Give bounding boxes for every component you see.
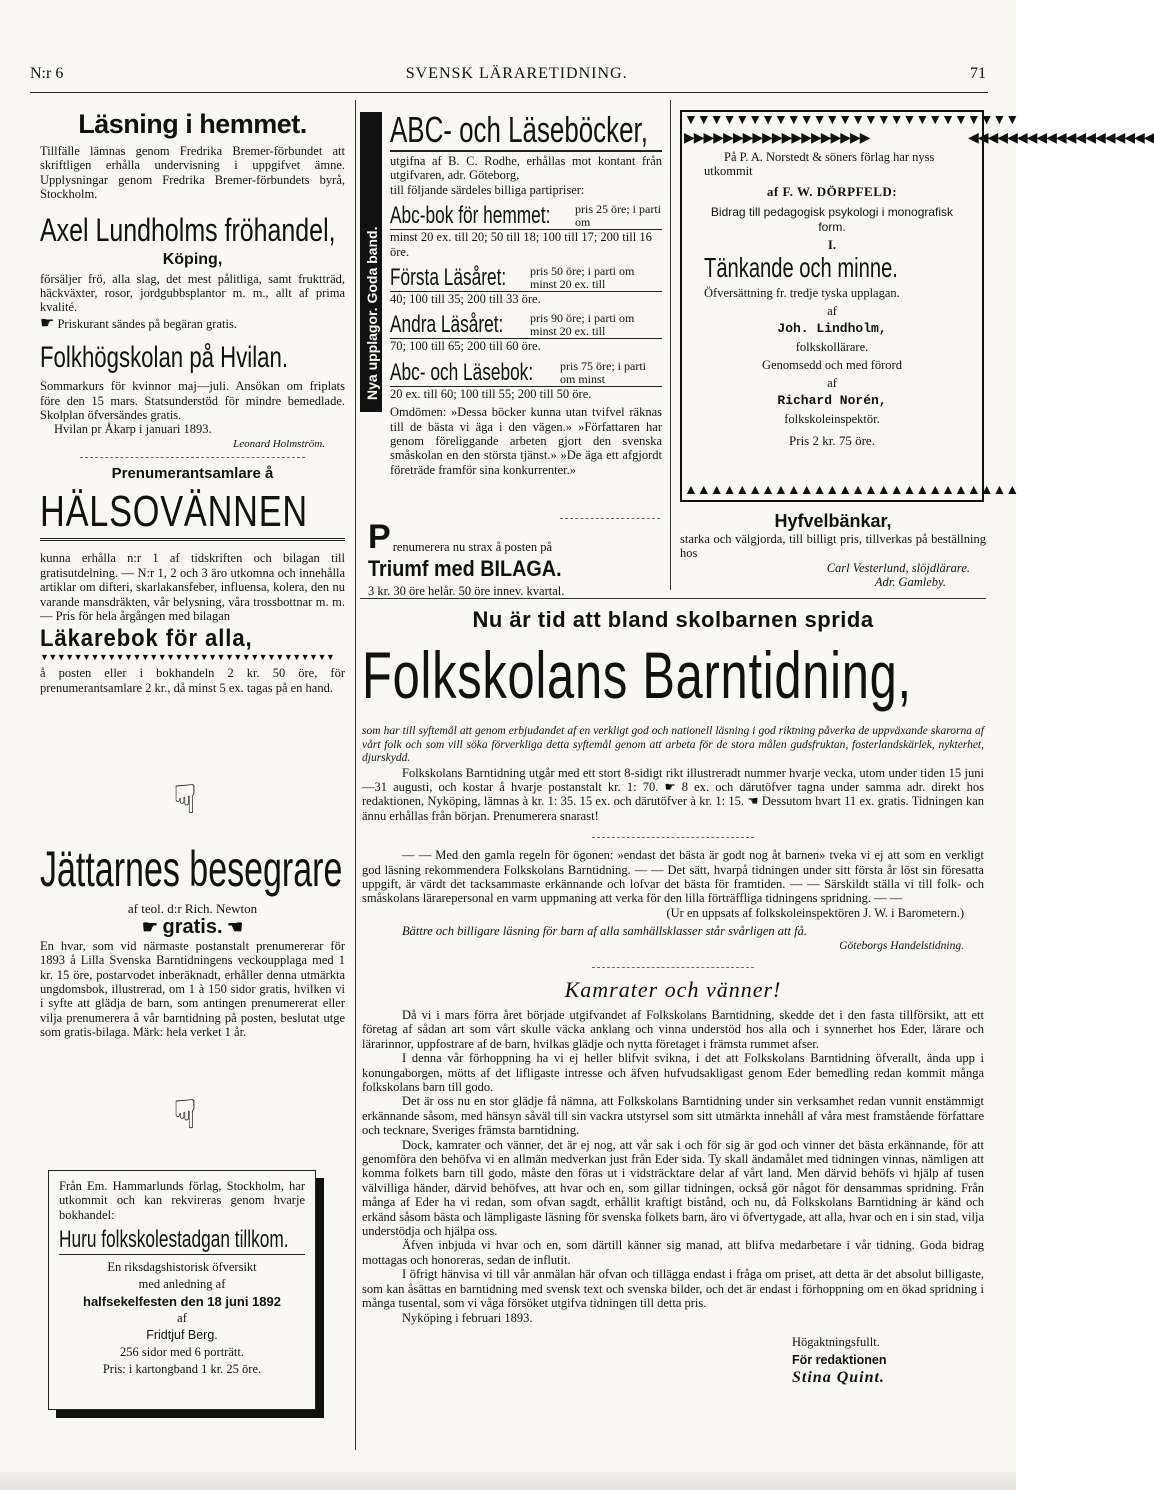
hand-down-icon: ☟ xyxy=(172,1092,198,1137)
abc-reviews: Omdömen: »Dessa böcker kunna utan tvifvel räknas till de bästa vi äga i den vägen.» »Författaren har genom föreliggande arbeten gjort den svenska småskolan en den största tjänst.» »De äga ett afgjordt företräde framför sina konkurrenter.» xyxy=(390,405,662,477)
divider xyxy=(592,967,754,968)
abc-ad xyxy=(390,110,662,477)
axel-body: försäljer frö, alla slag, det mest pålitliga, samt fruktträd, häckväxter, rosor, jordgubbsplantor m. m., allt af prima kvalité. xyxy=(40,271,345,315)
hand-down-icon: ☟ xyxy=(172,777,198,822)
huru-line-7: Pris: i kartongband 1 kr. 25 öre. xyxy=(102,1362,262,1377)
ornament-border-left: ▶▶▶▶▶▶▶▶▶▶▶▶▶▶▶▶▶▶▶ xyxy=(684,131,870,146)
paper-title: SVENSK LÄRARETIDNING. xyxy=(405,65,628,82)
folkhog-body: Sommarkurs för kvinnor maj—juli. Ansökan om friplats före den 15 mars. Statsunderstöd för mindre bemedlade. Skolplan öfversändes gratis. xyxy=(40,379,345,423)
halso-book: Läkarebok för alla, xyxy=(40,625,253,653)
axel-title: Axel Lundholms fröhandel, xyxy=(40,211,336,248)
triumf-initial: P xyxy=(368,518,391,556)
header-rule xyxy=(30,92,988,93)
dorpfeld-box xyxy=(680,110,1154,502)
dorpfeld-price: Pris 2 kr. 75 öre. xyxy=(789,433,875,449)
dorpfeld-editor: Richard Norén, xyxy=(777,393,887,409)
huru-title: Huru folkskolestadgan tillkom. xyxy=(59,1226,289,1254)
issue-number: N:r 6 xyxy=(30,65,64,82)
hyfvel-maker: Carl Vesterlund, slöjdlärare. xyxy=(826,560,970,575)
book-1-rates: minst 20 ex. till 20; 50 till 18; 100 till 17; 200 till 16 öre. xyxy=(390,230,652,259)
book-2-rates: 40; 100 till 35; 200 till 33 öre. xyxy=(390,292,541,307)
dorpfeld-translation: Öfversättning fr. tredje tyska upplagan. xyxy=(704,286,900,301)
huru-line-6: 256 sidor med 6 porträtt. xyxy=(120,1345,244,1360)
divider xyxy=(592,837,754,838)
lasning-title: Läsning i hemmet. xyxy=(78,109,307,139)
jattar-by: af teol. d:r Rich. Newton xyxy=(127,901,258,916)
kamrater-p2: I denna vår förhoppning ha vi ej heller blifvit svikna, i det att Folkskolans Barntidning öfverallt, ända upp i konungaborgen, mötts af det lifligaste intresse och äfven hufvudsakligast genom Eder bemedling redan kommit många folkskolans barn till godo. xyxy=(362,1051,984,1094)
halso-body2: å posten eller i bokhandeln 2 kr. 50 öre, för prenumerantsamlare 2 kr., då minst 5 ex. tagas på en hand. xyxy=(40,666,345,695)
book-1-title: Abc-bok för hemmet: xyxy=(390,202,551,230)
halso-pre: Prenumerantsamlare å xyxy=(111,465,274,483)
dorpfeld-af-2: af xyxy=(827,376,837,391)
abc-intro2: till följande särdeles billiga partipriser: xyxy=(390,182,585,197)
ornament-border-top: ▼▼▼▼▼▼▼▼▼▼▼▼▼▼▼▼▼▼▼▼▼▼▼▼▼▼ xyxy=(684,113,1019,128)
hand-left-icon: ☚ xyxy=(227,917,244,938)
axel-place: Köping, xyxy=(162,250,223,268)
dorpfeld-foreword: Genomsedd och med förord xyxy=(762,358,902,373)
halso-title: HÄLSOVÄNNEN xyxy=(40,487,308,537)
kamrater-p5: Äfven inbjuda vi hvar och en, som därtill känner sig manad, att blifva medarbetare i vår tidning. Goda bidrag mottagas och honoreras, sedan de influtit. xyxy=(362,1238,984,1267)
kamrater-date: Nyköping i februari 1893. xyxy=(402,1310,533,1325)
huru-line-5: Fridtjuf Berg. xyxy=(146,1328,218,1343)
barntidning-head: Nu är tid att bland skolbarnen sprida xyxy=(472,607,874,632)
barntidning-p2: Folkskolans Barntidning utgår med ett stort 8-sidigt rikt illustreradt nummer hvarje vecka, utom under tiden 15 juni—31 augusti, och kostar å hvarje postanstalt kr. 1: 70. ☛ 8 ex. och därutöfver tagna under samma adr. direkt hos redaktionen, Nyköping, lämnas à kr. 1: 35. 15 ex. och därutöfver à kr. 1: 15. ☚ Dessutom hvart 11 ex. gratis. Tidningen kan ännu erhållas från början. Prenumerera snarast! xyxy=(362,765,984,823)
abc-title: ABC- och Läseböcker, xyxy=(390,109,648,150)
dorpfeld-translator: Joh. Lindholm, xyxy=(777,321,887,337)
folkhog-sign: Leonard Holmström. xyxy=(233,437,325,450)
abc-intro: utgifna af B. C. Rodhe, erhållas mot kontant från utgifvaren, adr. Göteborg, xyxy=(390,150,662,183)
barntidning-title: Folkskolans Barntidning, xyxy=(362,638,912,712)
book-1-price: pris 25 öre; i parti om xyxy=(575,202,661,230)
huru-box xyxy=(48,1170,316,1410)
dorpfeld-author: af F. W. DÖRPFELD: xyxy=(766,183,898,199)
side-label: Nya upplagor. Goda band. xyxy=(364,226,380,400)
kamrater-p6: I öfrigt hänvisa vi till vår anmälan här ofvan och tillägga endast i fråga om priset, att detta är det absolut billigaste, som kan åsättas en barntidning med svensk text och svenska bilder, och det är endast i förhoppning om en ökad spridning i många tusental, som vi våga försöket utgifva tidningen till detta pris. xyxy=(362,1267,984,1311)
huru-line-2: med anledning af xyxy=(138,1277,226,1292)
axel-note: Priskurant sändes på begäran gratis. xyxy=(57,316,237,331)
book-3-price: pris 90 öre; i parti om minst 20 ex. till xyxy=(530,311,635,339)
barntidning-p4-source: Göteborgs Handelstidning. xyxy=(839,939,964,952)
book-4-rates: 20 ex. till 60; 100 till 55; 200 till 50 öre. xyxy=(390,386,592,401)
dorpfeld-title: Tänkande och minne. xyxy=(704,252,898,284)
hand-right-icon: ☛ xyxy=(40,314,55,332)
dorpfeld-subtitle: Bidrag till pedagogisk psykologi i monografisk form. xyxy=(710,205,954,234)
triumf-price: 3 kr. 30 öre helår. 50 öre innev. kvartal. xyxy=(368,584,565,598)
barntidning-p3-source: (Ur en uppsats af folkskoleinspektören J. W. i Barometern.) xyxy=(666,905,964,920)
divider xyxy=(80,457,305,458)
triumf-ad xyxy=(368,520,663,598)
kamrater-p4: Dock, kamrater och vänner, det är ej nog, att vår sak i och för sig är god och vinner det bästa erkännande, för att genomföra den behöfva vi en allmän medverkan just från Eder sida. Ty skall ändamålet med tidningen vinnas, nämligen att komma folkets barn till godo, måste den föras ut i vidsträcktare delar af vårt land. Men därvid behöfs vi hjälp af tusen välvilliga händer, därvid behöfves, att hvar och en, som gillar tidningen, också gör något för densammas spridning. Från många af Eder ha vi redan, som ofvan sagdt, erhållit kraftigt bistånd, och nu, då Folkskolans Barntidning är känd och erkänd såsom bästa och lämpligaste läsning för svenska folkets barn, äro vi öfvertygade, att alla, hvar och en i sin stad, vilja understödja och hjälpa oss. xyxy=(362,1137,984,1239)
kamrater-p3: Det är oss nu en stor glädje få nämna, att Folkskolans Barntidning under sin verksamhet redan vunnit enstämmigt erkännande såsom, med hänsyn såväl till sin vackra utstyrsel som sitt utmärkta innehåll af våra mest framstående författare och tecknare, Sveriges främsta barntidning. xyxy=(362,1094,984,1138)
dorpfeld-af-1: af xyxy=(827,304,837,319)
signoff-1: Högaktningsfullt. xyxy=(792,1334,880,1349)
folkhog-date: Hvilan pr Åkarp i januari 1893. xyxy=(54,422,212,437)
signoff-2: För redaktionen xyxy=(792,1352,887,1367)
halso-body: kunna erhålla n:r 1 af tidskriften och bilagan till gratisutdelning. — N:r 1, 2 och 3 äro utkomna och innehålla artiklar om difteri, skarlakansfeber, influensa, kolera, den nu varande mansdräkten, vår belysning, våra trossbottnar m. m. — Pris för hela årgången med bilagan xyxy=(40,551,345,623)
signoff-name: Stina Quint. xyxy=(792,1368,885,1386)
divider xyxy=(560,518,660,519)
kamrater-title: Kamrater och vänner! xyxy=(564,976,782,1002)
barntidning-p3: — — Med den gamla regeln för ögonen: »endast det bästa är godt nog åt barnen» tveka vi ej att som en verkligt god läsning rekommendera Folkskolans Barntidning. — — Det sätt, hvarpå tidningen under sitt första år löst sin föresatta uppgift, är värdt det tacksammaste erkännande och lofvar det bästa för framtiden. — — Särskildt ställa vi till folk- och småskolans lärarepersonal en varm uppmaning att verka för den lilla förträffliga tidningens spridning. — — xyxy=(362,848,984,906)
book-3-title: Andra Läsåret: xyxy=(390,311,504,339)
dorpfeld-translator-role: folkskollärare. xyxy=(795,340,869,355)
page-number: 71 xyxy=(970,65,986,82)
huru-intro: Från Em. Hammarlunds förlag, Stockholm, har utkommit och kan rekvireras genom hvarje bokhandel: xyxy=(59,1179,305,1222)
ornament-border-right: ◀◀◀◀◀◀◀◀◀◀◀◀◀◀◀◀◀◀◀ xyxy=(968,131,1154,146)
hyfvel-address: Adr. Gamleby. xyxy=(874,575,946,590)
hyfvel-body: starka och välgjorda, till billigt pris, tillverkas på beställning hos xyxy=(680,532,986,561)
book-3-rates: 70; 100 till 65; 200 till 60 öre. xyxy=(390,339,541,354)
column-divider-1 xyxy=(355,100,356,600)
huru-line-4: af xyxy=(177,1311,187,1326)
page-header xyxy=(30,60,986,88)
book-4-price: pris 75 öre; i parti om minst xyxy=(560,358,646,386)
column-divider-3 xyxy=(670,100,671,590)
kamrater-p1: Då vi i mars förra året började utgifvandet af Folkskolans Barntidning, skedde det i den fasta tillförsikt, att ett företag af sådan art som vårt skulle väcka anklang och vinna understöd hos alla och i synnerhet hos Eder, lärare och lärarinnor, uppfostrare af de barn, hvilkas glädje och nytta företaget i främsta rummet afser. xyxy=(362,1007,984,1051)
triumf-title: Triumf med BILAGA. xyxy=(368,556,562,581)
column-divider-2 xyxy=(355,600,356,1450)
jattar-body: En hvar, som vid närmaste postanstalt prenumererar för 1893 å Lilla Svenska Barntidningens veckoupplaga med 1 kr. 15 öre, postarvodet inberäknadt, erhåller denna utmärkta ungdomsbok, illustrerad, om 1 à 150 sidor gratis, hvilken vi i syfte att glädja de barn, som antingen prenumererat eller vilja prenumerera å vår barntidning på posten, beslutat utge som gratis-bilaga. Märk: hela verket 1 år. xyxy=(40,938,345,1040)
book-2-price: pris 50 öre; i parti om minst 20 ex. till xyxy=(530,264,635,292)
dorpfeld-intro: På P. A. Norstedt & söners förlag har nyss utkommit xyxy=(704,150,935,179)
huru-line-3: halfsekelfesten den 18 juni 1892 xyxy=(83,1294,281,1310)
hand-right-icon: ☛ xyxy=(141,917,158,938)
dorpfeld-editor-role: folkskoleinspektör. xyxy=(784,412,880,427)
huru-line-1: En riksdagshistorisk öfversikt xyxy=(107,1260,257,1275)
lasning-body: Tillfälle lämnas genom Fredrika Bremer-förbundet att skriftligen erhålla undervisning i uppgifvet ämne. Upplysningar genom Fredrika Bremer-förbundets byrå, Stockholm. xyxy=(40,144,345,202)
book-4-title: Abc- och Läsebok: xyxy=(390,358,534,386)
barntidning-p1: som har till syftemål att genom erbjudandet af en verkligt god och nationell läsning i god riktning påverka de uppväxande skarorna af vårt folk och som vill söka förverkliga detta syftemål genom att arbeta för de stora målen gudsfruktan, fosterlandskärlek, nykterhet, djurskydd. xyxy=(362,725,984,764)
folkhog-title: Folkhögskolan på Hvilan. xyxy=(40,341,289,375)
book-2-title: Första Läsåret: xyxy=(390,264,507,292)
jattar-title: Jättarnes besegrare xyxy=(40,841,343,897)
barntidning-ad xyxy=(362,605,984,1387)
barntidning-p4: Bättre och billigare läsning för barn af alla samhällsklasser står svårligen att få. xyxy=(402,924,807,939)
section-rule xyxy=(360,598,986,599)
ornament-border-bottom: ▲▲▲▲▲▲▲▲▲▲▲▲▲▲▲▲▲▲▲▲▲▲▲▲▲▲ xyxy=(684,483,1019,498)
dorpfeld-part: I. xyxy=(828,238,836,253)
jattar-gratis: gratis. xyxy=(162,916,223,939)
hyfvel-ad xyxy=(680,510,986,590)
hyfvel-title: Hyfvelbänkar, xyxy=(774,511,892,531)
ornament-row: ▼▼▼▼▼▼▼▼▼▼▼▼▼▼▼▼▼▼▼▼▼▼▼▼▼▼▼▼▼▼▼▼▼▼▼ xyxy=(40,652,335,663)
left-column xyxy=(40,108,345,695)
triumf-line: renumerera nu strax å posten på xyxy=(392,539,552,554)
page-bottom-edge xyxy=(0,1472,1016,1490)
jattar-ad xyxy=(40,840,345,1040)
dorpfeld-content xyxy=(704,150,960,450)
